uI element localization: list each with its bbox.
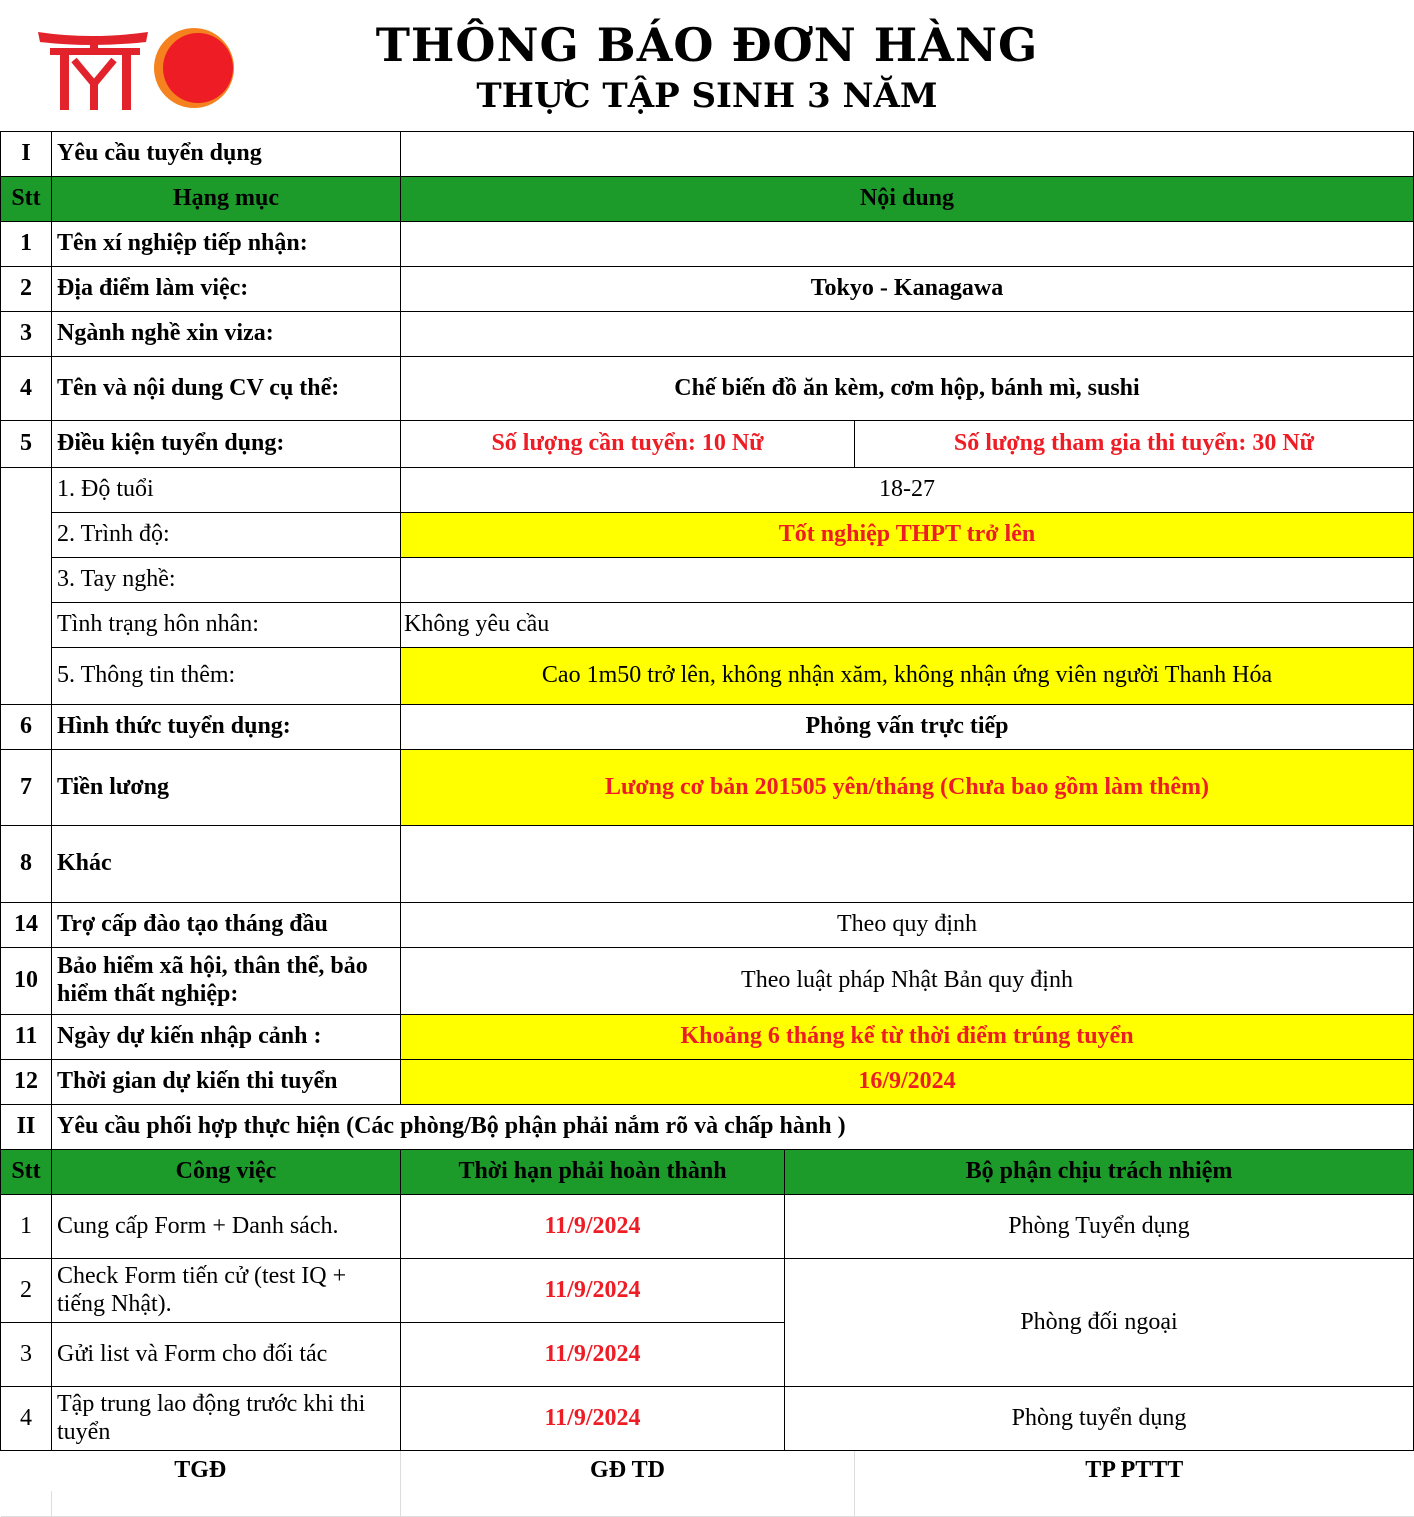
row-stt: 10 xyxy=(1,948,52,1015)
detail-value xyxy=(401,558,1414,603)
row-stt: 1 xyxy=(1,222,52,267)
row-stt: 11 xyxy=(1,1015,52,1060)
task-dept: Phòng đối ngoại xyxy=(785,1259,1414,1387)
header-dept: Bộ phận chịu trách nhiệm xyxy=(785,1150,1414,1195)
quota-need: Số lượng cần tuyển: 10 Nữ xyxy=(401,421,855,468)
table-row xyxy=(1,750,1414,826)
row-stt: 14 xyxy=(1,903,52,948)
detail-label: 3. Tay nghề: xyxy=(52,558,401,603)
row-label: Trợ cấp đào tạo tháng đầu xyxy=(52,903,401,948)
task-deadline: 11/9/2024 xyxy=(401,1195,785,1259)
task-deadline: 11/9/2024 xyxy=(401,1259,785,1323)
task-row xyxy=(1,1259,1414,1323)
table-header-row xyxy=(1,177,1414,222)
row-value: Phỏng vấn trực tiếp xyxy=(401,705,1414,750)
row-label: Điều kiện tuyển dụng: xyxy=(52,421,401,468)
row-stt: 12 xyxy=(1,1060,52,1105)
task-stt: 4 xyxy=(1,1387,52,1451)
table-row xyxy=(1,1015,1414,1060)
row-label: Ngày dự kiến nhập cảnh : xyxy=(52,1015,401,1060)
row-stt: 3 xyxy=(1,312,52,357)
row-label: Bảo hiểm xã hội, thân thể, bảo hiểm thất nghiệp: xyxy=(52,948,401,1015)
table-row xyxy=(1,357,1414,421)
detail-label: Tình trạng hôn nhân: xyxy=(52,603,401,648)
row-value: Chế biến đồ ăn kèm, cơm hộp, bánh mì, sushi xyxy=(401,357,1414,421)
table-row xyxy=(1,1060,1414,1105)
section-number: II xyxy=(1,1105,52,1150)
header-task: Công việc xyxy=(52,1150,401,1195)
condition-row xyxy=(1,421,1414,468)
task-dept: Phòng tuyển dụng xyxy=(785,1387,1414,1451)
table-row xyxy=(1,312,1414,357)
task-name: Gửi list và Form cho đối tác xyxy=(52,1323,401,1387)
task-row xyxy=(1,1387,1414,1451)
row-label: Địa điểm làm việc: xyxy=(52,267,401,312)
salary-value: Lương cơ bản 201505 yên/tháng (Chưa bao gồm làm thêm) xyxy=(401,750,1414,826)
table-row xyxy=(1,222,1414,267)
table-row xyxy=(1,267,1414,312)
table-header-row xyxy=(1,1150,1414,1195)
row-label: Tên xí nghiệp tiếp nhận: xyxy=(52,222,401,267)
row-stt: 5 xyxy=(1,421,52,468)
row-value: Theo quy định xyxy=(401,903,1414,948)
task-name: Cung cấp Form + Danh sách. xyxy=(52,1195,401,1259)
row-label: Khác xyxy=(52,826,401,903)
task-dept: Phòng Tuyển dụng xyxy=(785,1195,1414,1259)
detail-row xyxy=(1,513,1414,558)
header-stt: Stt xyxy=(1,1150,52,1195)
task-deadline: 11/9/2024 xyxy=(401,1323,785,1387)
signature-space-row xyxy=(1,1491,1414,1517)
header-content: Nội dung xyxy=(401,177,1414,222)
detail-row xyxy=(1,468,1414,513)
row-stt: 2 xyxy=(1,267,52,312)
row-stt: 6 xyxy=(1,705,52,750)
header-deadline: Thời hạn phải hoàn thành xyxy=(401,1150,785,1195)
row-value: Theo luật pháp Nhật Bản quy định xyxy=(401,948,1414,1015)
signature-tgd: TGĐ xyxy=(1,1451,401,1491)
order-table xyxy=(0,131,1414,1517)
section-label: Yêu cầu tuyển dụng xyxy=(52,132,401,177)
detail-value: Tốt nghiệp THPT trở lên xyxy=(401,513,1414,558)
section-number: I xyxy=(1,132,52,177)
detail-label: 5. Thông tin thêm: xyxy=(52,648,401,705)
row-value xyxy=(401,826,1414,903)
signature-tppttt: TP PTTT xyxy=(855,1451,1414,1491)
task-deadline: 11/9/2024 xyxy=(401,1387,785,1451)
task-stt: 3 xyxy=(1,1323,52,1387)
row-label: Hình thức tuyển dụng: xyxy=(52,705,401,750)
detail-row xyxy=(1,648,1414,705)
document-header xyxy=(0,0,1414,131)
page-title: THÔNG BÁO ĐƠN HÀNG xyxy=(375,18,1039,72)
section-row xyxy=(1,132,1414,177)
task-name: Tập trung lao động trước khi thi tuyển xyxy=(52,1387,401,1451)
row-value: Tokyo - Kanagawa xyxy=(401,267,1414,312)
row-label: Ngành nghề xin viza: xyxy=(52,312,401,357)
row-value: 16/9/2024 xyxy=(401,1060,1414,1105)
detail-row xyxy=(1,603,1414,648)
task-stt: 2 xyxy=(1,1259,52,1323)
header-stt: Stt xyxy=(1,177,52,222)
table-row xyxy=(1,705,1414,750)
row-stt: 4 xyxy=(1,357,52,421)
page-subtitle: THỰC TẬP SINH 3 NĂM xyxy=(476,76,938,116)
row-value xyxy=(401,312,1414,357)
row-value: Khoảng 6 tháng kể từ thời điểm trúng tuyển xyxy=(401,1015,1414,1060)
signature-gdtd: GĐ TD xyxy=(401,1451,855,1491)
task-row xyxy=(1,1195,1414,1259)
row-label: Thời gian dự kiến thi tuyển xyxy=(52,1060,401,1105)
row-label: Tiền lương xyxy=(52,750,401,826)
table-row xyxy=(1,903,1414,948)
detail-value: 18-27 xyxy=(401,468,1414,513)
task-stt: 1 xyxy=(1,1195,52,1259)
table-row xyxy=(1,826,1414,903)
signature-row xyxy=(1,1451,1414,1491)
detail-label: 1. Độ tuổi xyxy=(52,468,401,513)
header-item: Hạng mục xyxy=(52,177,401,222)
section-row xyxy=(1,1105,1414,1150)
row-stt: 7 xyxy=(1,750,52,826)
quota-exam: Số lượng tham gia thi tuyển: 30 Nữ xyxy=(855,421,1414,468)
detail-label: 2. Trình độ: xyxy=(52,513,401,558)
row-label: Tên và nội dung CV cụ thể: xyxy=(52,357,401,421)
detail-row xyxy=(1,558,1414,603)
detail-value: Cao 1m50 trở lên, không nhận xăm, không nhận ứng viên người Thanh Hóa xyxy=(401,648,1414,705)
row-value xyxy=(401,222,1414,267)
row-stt: 8 xyxy=(1,826,52,903)
detail-value: Không yêu cầu xyxy=(401,603,1414,648)
table-row xyxy=(1,948,1414,1015)
section-label: Yêu cầu phối hợp thực hiện (Các phòng/Bộ phận phải nắm rõ và chấp hành ) xyxy=(52,1105,1414,1150)
task-name: Check Form tiến cử (test IQ + tiếng Nhật). xyxy=(52,1259,401,1323)
